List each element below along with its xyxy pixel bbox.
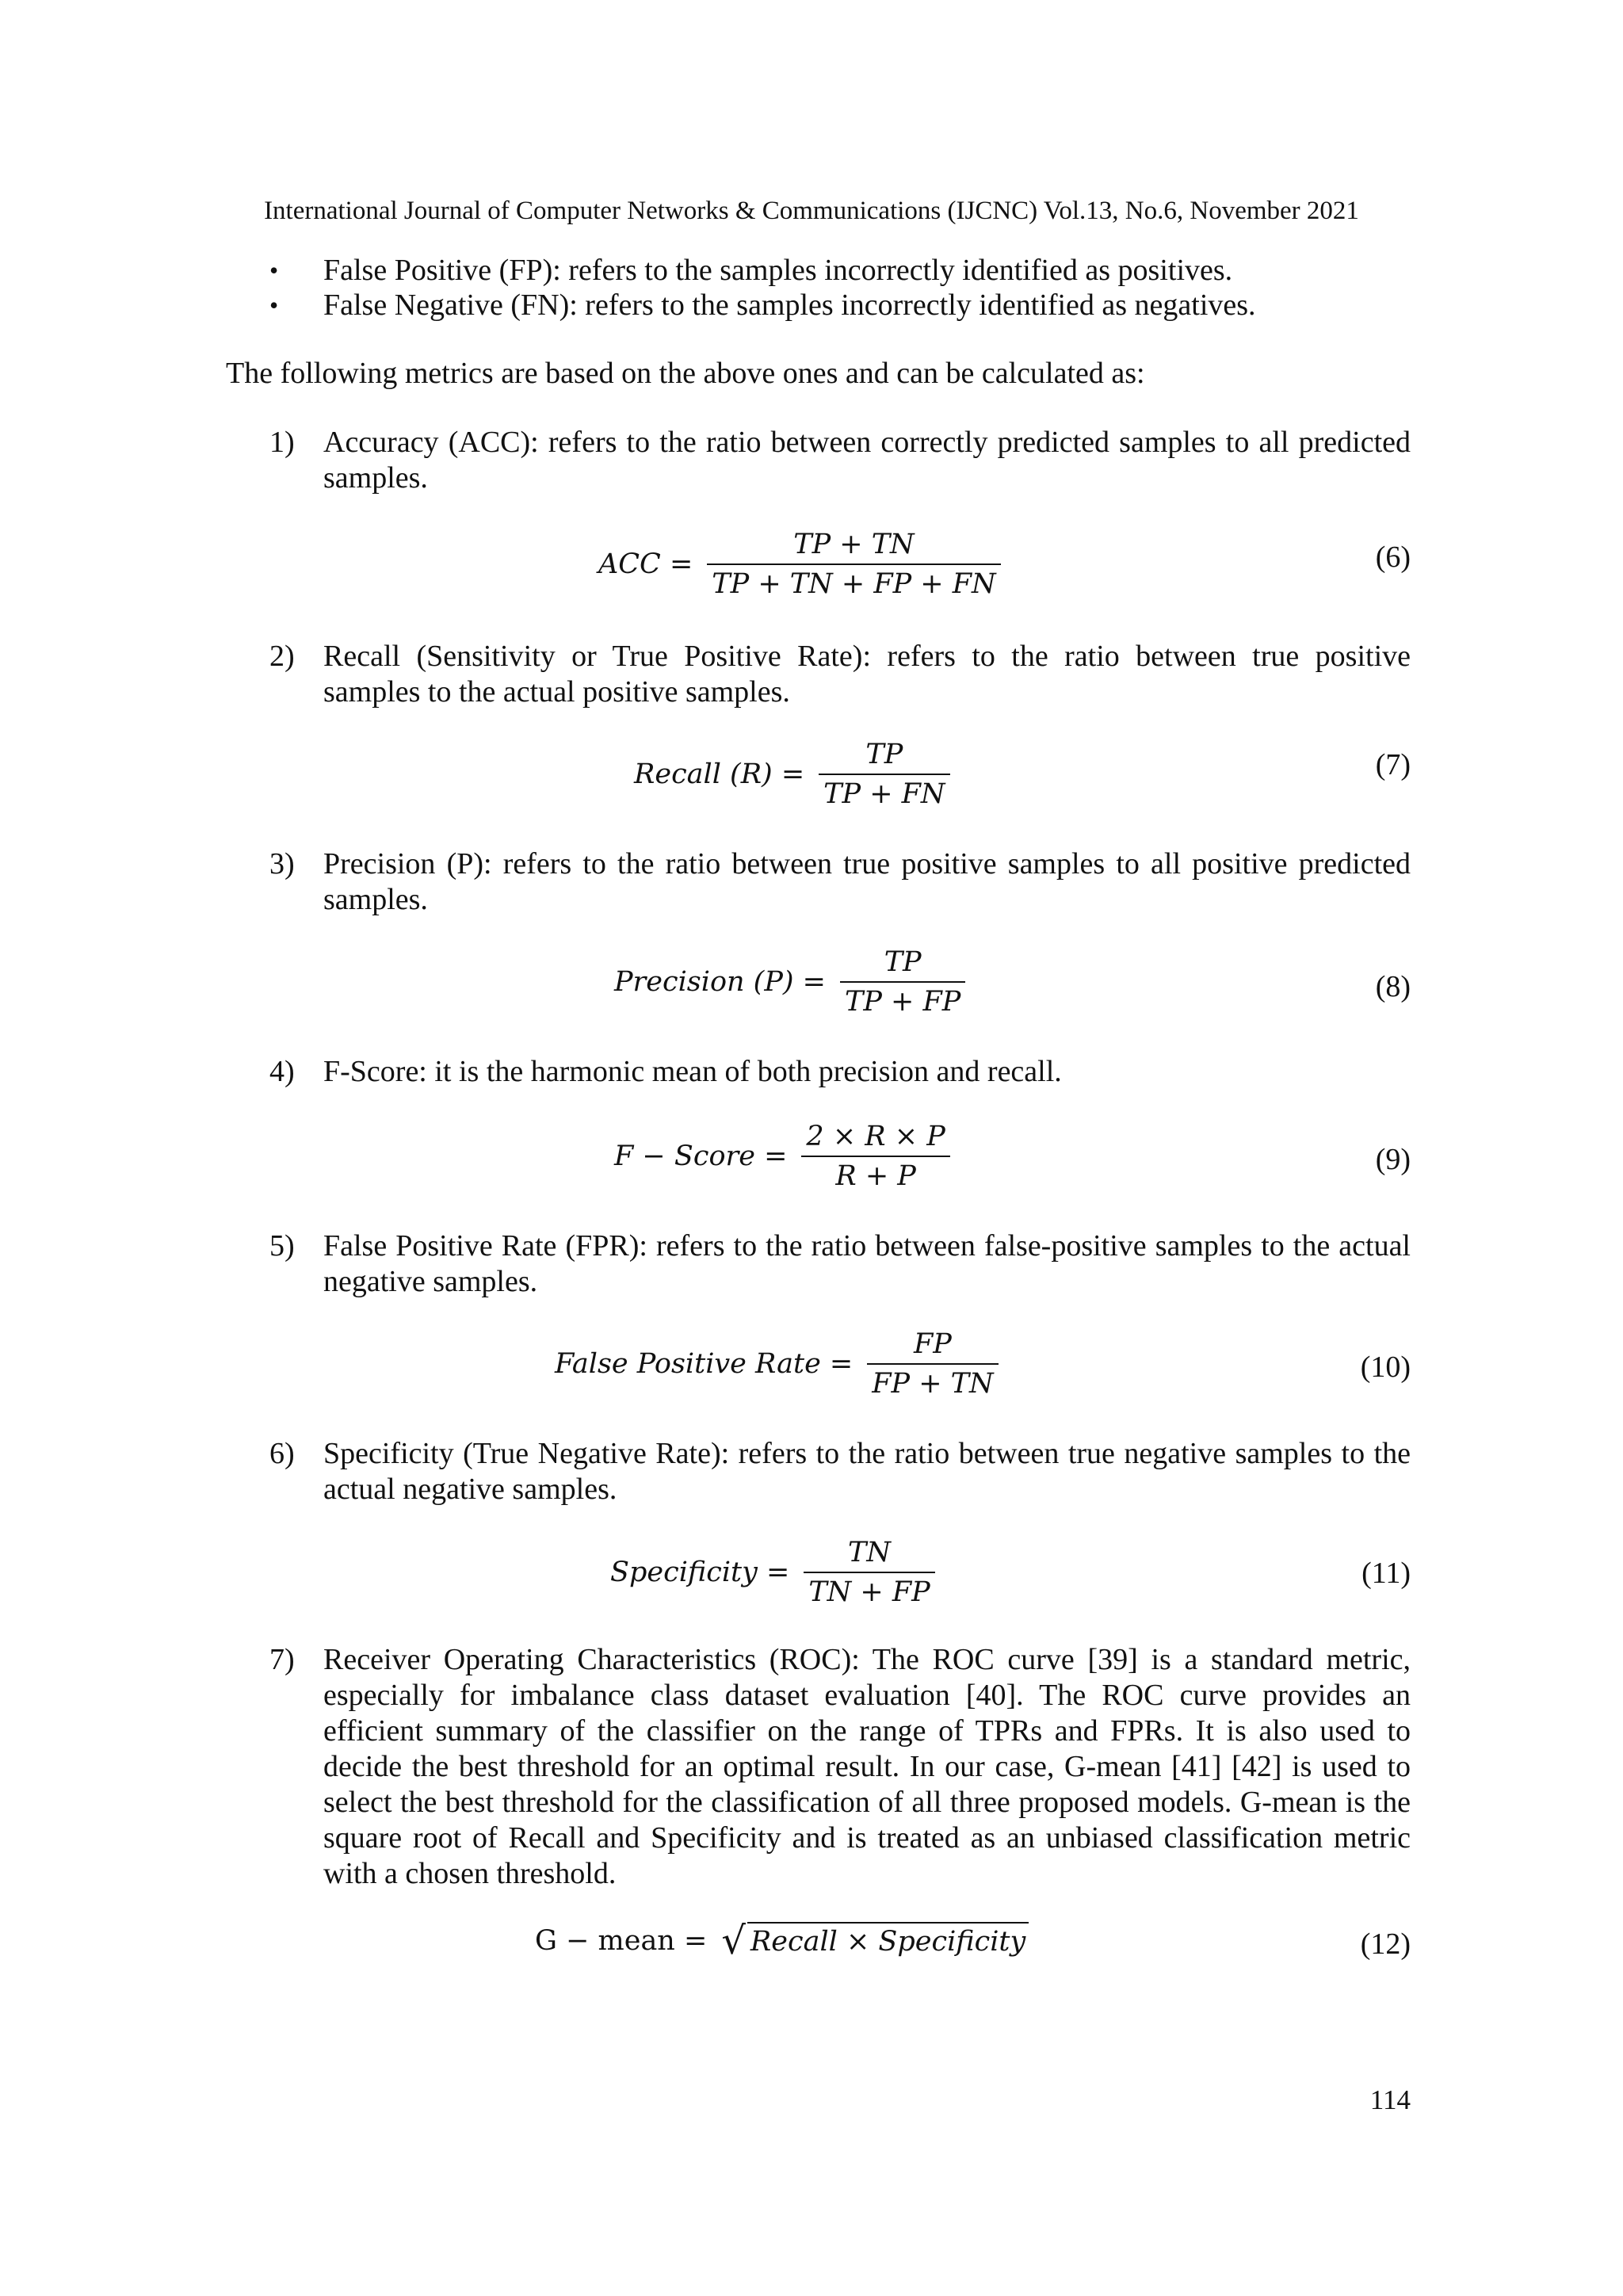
item-text [323,1642,1411,1892]
equation-number: (9) [1375,1143,1411,1176]
intro-paragraph: The following metrics are based on the above ones and can be calculated as: [226,357,1145,390]
item-line: False Positive Rate (FPR): refers to the ratio between false-positive samples to the actual [323,1229,1411,1263]
denominator: TN + FP [808,1576,930,1608]
item-line: with a chosen threshold. [323,1857,617,1890]
fraction [819,735,949,813]
equation-lhs: Specificity = [610,1557,790,1588]
equation-lhs: F − Score = [614,1140,788,1172]
numerator: TP [865,739,903,770]
equation-precision [614,943,965,1021]
equation-specificity [610,1534,935,1611]
equation-lhs: G − mean = [535,1925,708,1957]
fraction [801,1117,949,1195]
equation-number: (12) [1360,1927,1411,1961]
fraction [867,1325,998,1403]
item-number: 7) [269,1643,295,1676]
equation-number: (6) [1375,541,1411,574]
item-text [323,639,1411,710]
item-line: F-Score: it is the harmonic mean of both precision and recall. [323,1055,1062,1088]
bullet-text: False Negative (FN): refers to the samples incorrectly identified as negatives. [323,288,1256,322]
bullet-dot: • [269,291,279,319]
item-line: samples to the actual positive samples. [323,675,790,709]
equation-number: (7) [1375,748,1411,781]
bullet-dot: • [269,256,279,285]
equation-lhs: False Positive Rate = [555,1348,854,1380]
item-number: 2) [269,640,295,673]
item-number: 5) [269,1229,295,1263]
equation-recall [634,735,950,813]
denominator: TP + FP [845,986,961,1018]
item-line: Receiver Operating Characteristics (ROC): The ROC curve [39] is a standard metric, [323,1643,1411,1676]
item-text [323,425,1411,496]
equation-lhs: Recall (R) = [634,758,805,790]
numerator: 2 × R × P [806,1121,945,1152]
equation-accuracy [598,525,1001,603]
item-line: decide the best threshold for an optimal result. In our case, G-mean [41] [42] is used to [323,1750,1411,1783]
equation-lhs: ACC = [598,548,693,580]
equation-fscore [614,1117,950,1195]
radical-sign: √ [721,1919,746,1963]
item-number: 4) [269,1055,295,1088]
numerator: TN [848,1537,892,1568]
item-line: Recall (Sensitivity or True Positive Rate): refers to the ratio between true positive [323,640,1411,673]
journal-header: International Journal of Computer Networks & Communications (IJCNC) Vol.13, No.6, November 2021 [264,197,1359,225]
item-line: actual negative samples. [323,1473,617,1506]
fraction [804,1534,934,1611]
item-text [323,846,1411,918]
denominator: R + P [835,1160,916,1192]
equation-gmean [535,1919,1029,1963]
equation-number: (10) [1360,1350,1411,1384]
denominator: TP + FN [823,778,945,810]
item-line: samples. [323,461,428,495]
item-line: square root of Recall and Specificity and is treated as an unbiased classification metric [323,1821,1411,1855]
item-line: select the best threshold for the classification of all three proposed models. G-mean is the [323,1786,1411,1819]
page-number: 114 [1369,2084,1411,2115]
equation-lhs: Precision (P) = [614,966,826,998]
radicand: Recall × Specificity [747,1922,1029,1960]
fraction [840,943,965,1021]
numerator: FP [914,1328,952,1360]
equation-number: (11) [1361,1557,1411,1590]
bullet-text: False Positive (FP): refers to the samples incorrectly identified as positives. [323,254,1233,287]
item-line: negative samples. [323,1265,538,1298]
item-text [323,1054,1411,1090]
denominator: TP + TN + FP + FN [712,568,996,600]
numerator: TP [884,946,922,978]
item-line: efficient summary of the classifier on the range of TPRs and FPRs. It is also used to [323,1714,1411,1748]
numerator: TP + TN [793,529,915,560]
item-text [323,1436,1411,1507]
equation-number: (8) [1375,970,1411,1003]
item-number: 3) [269,847,295,881]
item-line: Specificity (True Negative Rate): refers to the ratio between true negative samples to the [323,1437,1411,1470]
square-root [721,1919,1029,1963]
equation-fpr [555,1325,999,1403]
item-line: Precision (P): refers to the ratio between true positive samples to all positive predicted [323,847,1411,881]
item-line: Accuracy (ACC): refers to the ratio between correctly predicted samples to all predicted [323,426,1411,459]
fraction [707,525,1000,603]
item-line: especially for imbalance class dataset evaluation [40]. The ROC curve provides an [323,1679,1411,1712]
item-number: 6) [269,1437,295,1470]
item-text [323,1228,1411,1300]
item-number: 1) [269,426,295,459]
denominator: FP + TN [872,1368,994,1400]
item-line: samples. [323,883,428,916]
